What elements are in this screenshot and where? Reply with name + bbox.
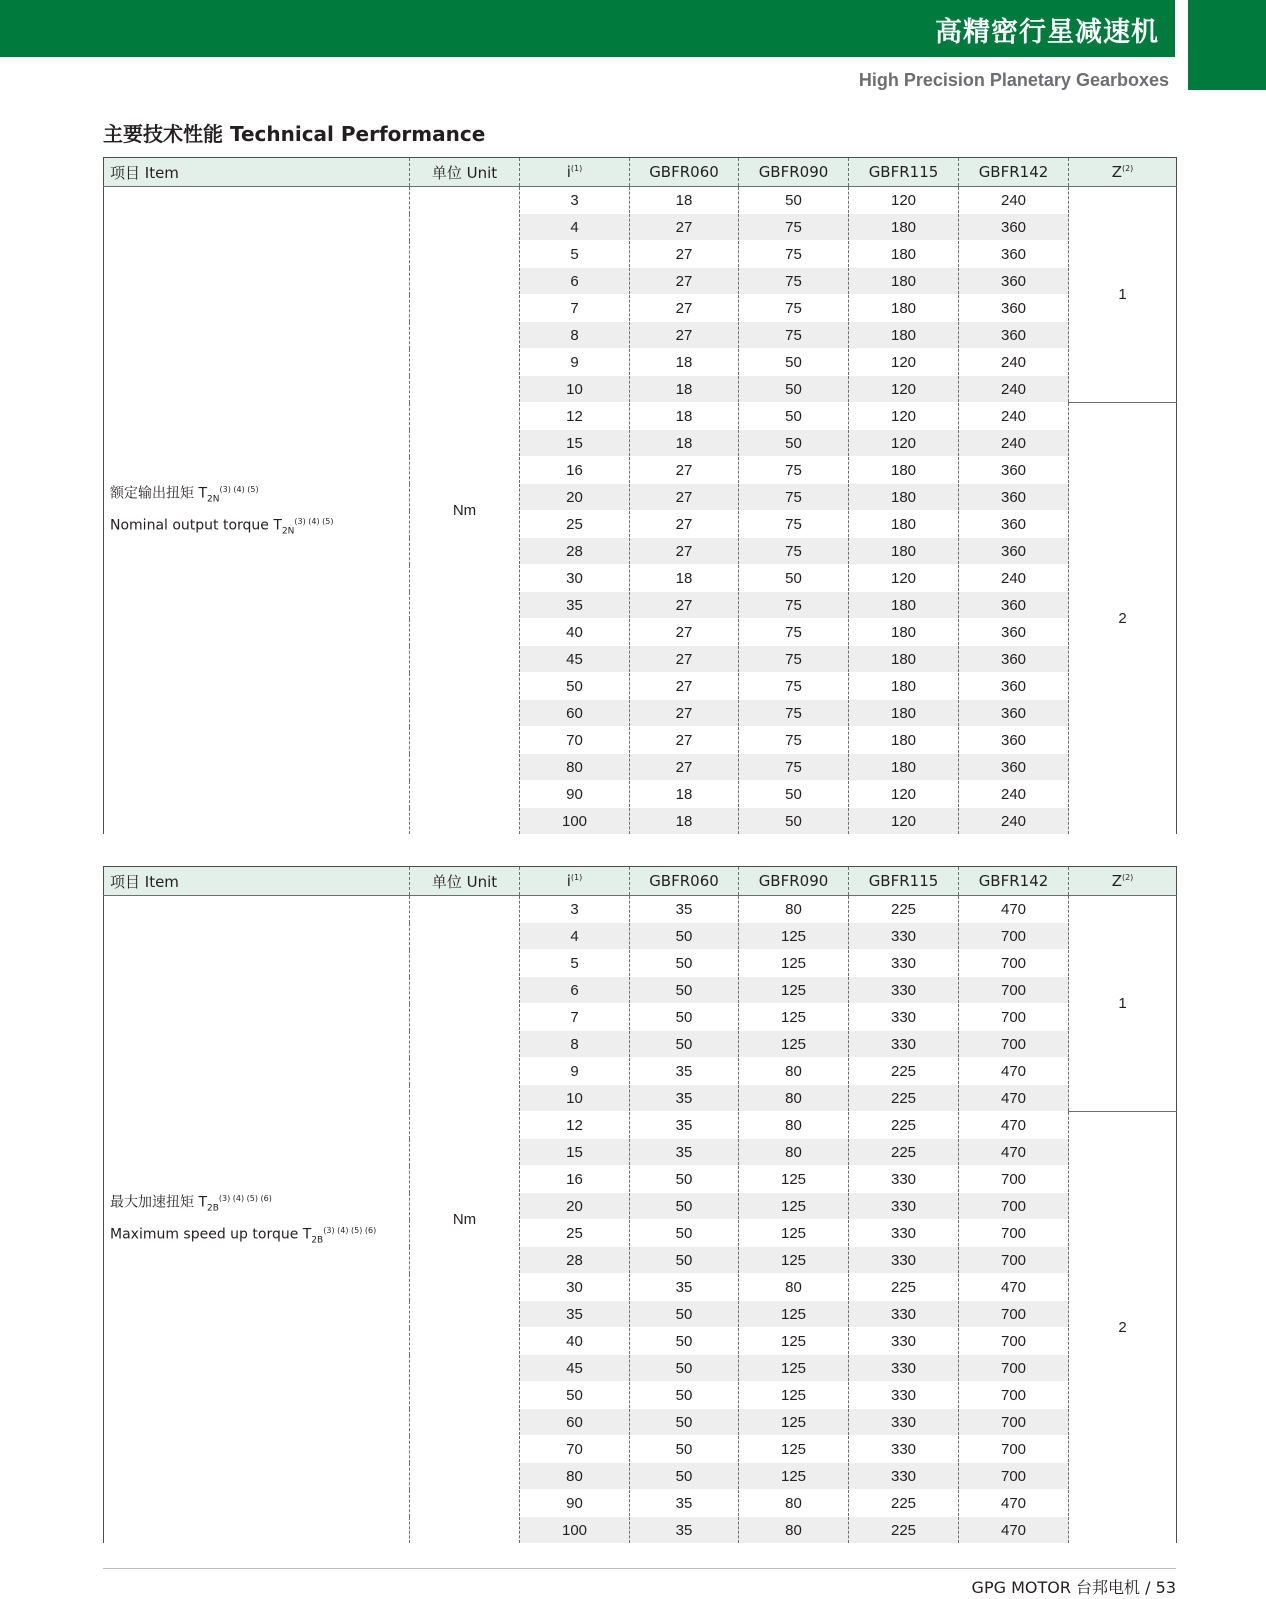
- torque-cell: 50: [630, 1301, 739, 1328]
- ratio-cell: 9: [520, 1058, 630, 1085]
- torque-cell: 225: [849, 1112, 959, 1139]
- torque-cell: 240: [959, 187, 1069, 214]
- item-label-en: Nominal output torque $T_{2N}^{(3) (4) (5)}$: [110, 516, 334, 536]
- table-header-row: [104, 867, 1177, 896]
- ratio-cell: 20: [520, 484, 630, 511]
- torque-cell: 470: [959, 1490, 1069, 1517]
- torque-cell: 50: [630, 1382, 739, 1409]
- torque-cell: 18: [630, 403, 739, 430]
- torque-cell: 125: [739, 1247, 849, 1274]
- torque-cell: 27: [630, 538, 739, 565]
- torque-cell: 700: [959, 1220, 1069, 1247]
- ratio-cell: 60: [520, 700, 630, 727]
- torque-cell: 120: [849, 376, 959, 403]
- torque-cell: 18: [630, 781, 739, 808]
- torque-cell: 125: [739, 1409, 849, 1436]
- torque-cell: 125: [739, 1220, 849, 1247]
- torque-cell: 330: [849, 1328, 959, 1355]
- page-number: 53: [1155, 1578, 1176, 1597]
- torque-cell: 225: [849, 1085, 959, 1112]
- torque-cell: 120: [849, 565, 959, 592]
- torque-cell: 360: [959, 214, 1069, 241]
- torque-cell: 180: [849, 646, 959, 673]
- torque-cell: 75: [739, 295, 849, 322]
- table-row: [104, 896, 1177, 923]
- torque-cell: 18: [630, 376, 739, 403]
- torque-cell: 125: [739, 923, 849, 950]
- nominal-torque-table: [103, 157, 1177, 835]
- torque-cell: 35: [630, 1274, 739, 1301]
- torque-cell: 470: [959, 896, 1069, 923]
- torque-cell: 700: [959, 1409, 1069, 1436]
- ratio-cell: 5: [520, 241, 630, 268]
- ratio-cell: 100: [520, 808, 630, 835]
- torque-cell: 75: [739, 511, 849, 538]
- torque-cell: 470: [959, 1274, 1069, 1301]
- torque-cell: 700: [959, 950, 1069, 977]
- torque-cell: 80: [739, 1112, 849, 1139]
- torque-cell: 240: [959, 376, 1069, 403]
- torque-cell: 80: [739, 1274, 849, 1301]
- ratio-cell: 40: [520, 619, 630, 646]
- torque-cell: 50: [630, 1409, 739, 1436]
- ratio-cell: 50: [520, 1382, 630, 1409]
- torque-cell: 27: [630, 268, 739, 295]
- torque-cell: 360: [959, 538, 1069, 565]
- ratio-cell: 45: [520, 1355, 630, 1382]
- torque-cell: 80: [739, 896, 849, 923]
- torque-cell: 360: [959, 457, 1069, 484]
- ratio-cell: 7: [520, 295, 630, 322]
- torque-cell: 75: [739, 322, 849, 349]
- column-header-model: GBFR060: [630, 158, 739, 187]
- torque-cell: 50: [739, 565, 849, 592]
- torque-cell: 27: [630, 214, 739, 241]
- torque-cell: 18: [630, 430, 739, 457]
- torque-cell: 330: [849, 1301, 959, 1328]
- torque-cell: 50: [630, 1166, 739, 1193]
- column-header-item: 项目 Item: [104, 158, 410, 187]
- torque-cell: 50: [739, 349, 849, 376]
- column-header-unit: 单位 Unit: [410, 158, 520, 187]
- ratio-cell: 60: [520, 1409, 630, 1436]
- torque-cell: 700: [959, 1355, 1069, 1382]
- torque-cell: 180: [849, 457, 959, 484]
- torque-cell: 225: [849, 1058, 959, 1085]
- ratio-cell: 35: [520, 592, 630, 619]
- table-row: [104, 187, 1177, 214]
- item-label-en: Maximum speed up torque $T_{2B}^{(3) (4) (5) (6)}$: [110, 1225, 377, 1245]
- torque-cell: 75: [739, 592, 849, 619]
- torque-cell: 240: [959, 430, 1069, 457]
- torque-cell: 700: [959, 1301, 1069, 1328]
- torque-cell: 27: [630, 754, 739, 781]
- torque-cell: 125: [739, 1301, 849, 1328]
- torque-cell: 330: [849, 1409, 959, 1436]
- torque-cell: 360: [959, 592, 1069, 619]
- ratio-cell: 30: [520, 1274, 630, 1301]
- torque-cell: 27: [630, 295, 739, 322]
- torque-cell: 120: [849, 430, 959, 457]
- torque-cell: 120: [849, 187, 959, 214]
- torque-cell: 50: [630, 1193, 739, 1220]
- torque-cell: 75: [739, 214, 849, 241]
- torque-cell: 35: [630, 1517, 739, 1544]
- torque-cell: 50: [630, 977, 739, 1004]
- torque-cell: 75: [739, 646, 849, 673]
- torque-cell: 330: [849, 950, 959, 977]
- torque-cell: 125: [739, 1355, 849, 1382]
- torque-cell: 240: [959, 565, 1069, 592]
- ratio-cell: 16: [520, 1166, 630, 1193]
- torque-cell: 330: [849, 1355, 959, 1382]
- torque-cell: 180: [849, 484, 959, 511]
- ratio-cell: 8: [520, 1031, 630, 1058]
- torque-cell: 360: [959, 646, 1069, 673]
- ratio-cell: 16: [520, 457, 630, 484]
- torque-cell: 75: [739, 538, 849, 565]
- ratio-cell: 7: [520, 1004, 630, 1031]
- torque-cell: 360: [959, 727, 1069, 754]
- torque-cell: 50: [739, 187, 849, 214]
- column-header-ratio: $i^{(1)}$: [520, 867, 630, 896]
- page-title-en: High Precision Planetary Gearboxes: [858, 70, 1169, 90]
- torque-cell: 75: [739, 727, 849, 754]
- torque-cell: 360: [959, 700, 1069, 727]
- torque-cell: 330: [849, 923, 959, 950]
- column-header-model: GBFR090: [739, 158, 849, 187]
- column-header-model: GBFR142: [959, 867, 1069, 896]
- torque-cell: 180: [849, 619, 959, 646]
- torque-cell: 125: [739, 1382, 849, 1409]
- torque-cell: 125: [739, 977, 849, 1004]
- stage-count: 1: [1069, 187, 1177, 403]
- torque-cell: 35: [630, 1139, 739, 1166]
- torque-cell: 700: [959, 923, 1069, 950]
- torque-cell: 700: [959, 977, 1069, 1004]
- item-label-cn: 额定输出扭矩 $T_{2N}^{(3) (4) (5)}$: [110, 485, 259, 505]
- torque-cell: 330: [849, 1220, 959, 1247]
- torque-cell: 27: [630, 322, 739, 349]
- footer-divider: [103, 1568, 1176, 1569]
- ratio-cell: 4: [520, 214, 630, 241]
- column-header-model: GBFR060: [630, 867, 739, 896]
- footer-separator: /: [1145, 1578, 1151, 1597]
- stage-count: 2: [1069, 403, 1177, 835]
- stage-count: 2: [1069, 1112, 1177, 1544]
- torque-cell: 27: [630, 727, 739, 754]
- ratio-cell: 10: [520, 1085, 630, 1112]
- ratio-cell: 25: [520, 511, 630, 538]
- torque-cell: 330: [849, 1166, 959, 1193]
- torque-cell: 240: [959, 349, 1069, 376]
- ratio-cell: 90: [520, 1490, 630, 1517]
- torque-cell: 75: [739, 457, 849, 484]
- torque-cell: 330: [849, 977, 959, 1004]
- torque-cell: 180: [849, 295, 959, 322]
- torque-cell: 50: [630, 923, 739, 950]
- torque-cell: 35: [630, 1085, 739, 1112]
- torque-cell: 50: [739, 430, 849, 457]
- torque-cell: 125: [739, 1004, 849, 1031]
- torque-cell: 330: [849, 1004, 959, 1031]
- torque-cell: 27: [630, 646, 739, 673]
- torque-cell: 700: [959, 1247, 1069, 1274]
- torque-cell: 180: [849, 214, 959, 241]
- ratio-cell: 90: [520, 781, 630, 808]
- torque-cell: 180: [849, 511, 959, 538]
- torque-cell: 700: [959, 1382, 1069, 1409]
- ratio-cell: 6: [520, 977, 630, 1004]
- ratio-cell: 70: [520, 1436, 630, 1463]
- torque-cell: 120: [849, 808, 959, 835]
- torque-cell: 75: [739, 484, 849, 511]
- torque-cell: 27: [630, 241, 739, 268]
- torque-cell: 125: [739, 1463, 849, 1490]
- footer-brand: GPG MOTOR 台邦电机: [971, 1578, 1141, 1597]
- torque-cell: 50: [630, 1220, 739, 1247]
- torque-cell: 700: [959, 1004, 1069, 1031]
- torque-cell: 50: [630, 1436, 739, 1463]
- torque-cell: 50: [739, 376, 849, 403]
- torque-cell: 50: [739, 808, 849, 835]
- torque-cell: 75: [739, 268, 849, 295]
- ratio-cell: 50: [520, 673, 630, 700]
- torque-cell: 125: [739, 950, 849, 977]
- column-header-unit: 单位 Unit: [410, 867, 520, 896]
- ratio-cell: 3: [520, 187, 630, 214]
- torque-cell: 360: [959, 511, 1069, 538]
- ratio-cell: 8: [520, 322, 630, 349]
- unit-value: Nm: [410, 896, 520, 1544]
- torque-cell: 240: [959, 781, 1069, 808]
- column-header-stages: $Z^{(2)}$: [1069, 867, 1177, 896]
- ratio-cell: 35: [520, 1301, 630, 1328]
- torque-cell: 330: [849, 1247, 959, 1274]
- unit-value: Nm: [410, 187, 520, 835]
- ratio-cell: 40: [520, 1328, 630, 1355]
- torque-cell: 470: [959, 1112, 1069, 1139]
- torque-cell: 180: [849, 727, 959, 754]
- torque-cell: 360: [959, 295, 1069, 322]
- torque-cell: 27: [630, 484, 739, 511]
- torque-cell: 470: [959, 1085, 1069, 1112]
- torque-cell: 470: [959, 1058, 1069, 1085]
- torque-cell: 27: [630, 457, 739, 484]
- item-label: [104, 896, 410, 1544]
- torque-cell: 75: [739, 241, 849, 268]
- torque-cell: 125: [739, 1031, 849, 1058]
- torque-cell: 27: [630, 673, 739, 700]
- torque-cell: 225: [849, 1490, 959, 1517]
- item-label: [104, 187, 410, 835]
- torque-cell: 125: [739, 1436, 849, 1463]
- torque-cell: 80: [739, 1490, 849, 1517]
- column-header-ratio: $i^{(1)}$: [520, 158, 630, 187]
- torque-cell: 330: [849, 1463, 959, 1490]
- torque-cell: 180: [849, 592, 959, 619]
- torque-cell: 360: [959, 754, 1069, 781]
- side-tab-block: [1188, 0, 1266, 90]
- ratio-cell: 5: [520, 950, 630, 977]
- column-header-model: GBFR142: [959, 158, 1069, 187]
- column-header-model: GBFR090: [739, 867, 849, 896]
- torque-cell: 18: [630, 808, 739, 835]
- torque-cell: 700: [959, 1193, 1069, 1220]
- column-header-stages: $Z^{(2)}$: [1069, 158, 1177, 187]
- torque-cell: 35: [630, 1058, 739, 1085]
- ratio-cell: 20: [520, 1193, 630, 1220]
- torque-cell: 125: [739, 1328, 849, 1355]
- page-title-cn: 高精密行星减速机: [935, 17, 1159, 48]
- torque-cell: 35: [630, 1112, 739, 1139]
- torque-cell: 700: [959, 1463, 1069, 1490]
- torque-cell: 330: [849, 1382, 959, 1409]
- column-header-model: GBFR115: [849, 158, 959, 187]
- torque-cell: 225: [849, 1517, 959, 1544]
- ratio-cell: 70: [520, 727, 630, 754]
- ratio-cell: 3: [520, 896, 630, 923]
- table-header-row: [104, 158, 1177, 187]
- torque-cell: 700: [959, 1031, 1069, 1058]
- torque-cell: 50: [630, 1463, 739, 1490]
- torque-cell: 120: [849, 781, 959, 808]
- item-label-cn: 最大加速扭矩 $T_{2B}^{(3) (4) (5) (6)}$: [110, 1194, 272, 1214]
- torque-cell: 35: [630, 896, 739, 923]
- torque-cell: 470: [959, 1139, 1069, 1166]
- footer: [972, 1575, 1176, 1598]
- torque-cell: 50: [630, 1355, 739, 1382]
- torque-cell: 360: [959, 241, 1069, 268]
- torque-cell: 225: [849, 1274, 959, 1301]
- torque-cell: 18: [630, 187, 739, 214]
- torque-cell: 180: [849, 268, 959, 295]
- torque-cell: 225: [849, 896, 959, 923]
- torque-cell: 240: [959, 403, 1069, 430]
- torque-cell: 50: [630, 1031, 739, 1058]
- torque-cell: 50: [739, 781, 849, 808]
- torque-cell: 180: [849, 700, 959, 727]
- torque-cell: 18: [630, 565, 739, 592]
- section-title: 主要技术性能 Technical Performance: [103, 122, 486, 146]
- ratio-cell: 10: [520, 376, 630, 403]
- ratio-cell: 6: [520, 268, 630, 295]
- torque-cell: 180: [849, 754, 959, 781]
- torque-cell: 75: [739, 754, 849, 781]
- torque-cell: 120: [849, 349, 959, 376]
- torque-cell: 700: [959, 1166, 1069, 1193]
- torque-cell: 180: [849, 322, 959, 349]
- torque-cell: 120: [849, 403, 959, 430]
- ratio-cell: 4: [520, 923, 630, 950]
- torque-cell: 27: [630, 619, 739, 646]
- ratio-cell: 25: [520, 1220, 630, 1247]
- torque-cell: 330: [849, 1193, 959, 1220]
- ratio-cell: 15: [520, 430, 630, 457]
- torque-cell: 360: [959, 268, 1069, 295]
- torque-cell: 50: [630, 1247, 739, 1274]
- torque-cell: 125: [739, 1166, 849, 1193]
- torque-cell: 330: [849, 1436, 959, 1463]
- torque-cell: 360: [959, 673, 1069, 700]
- torque-cell: 180: [849, 673, 959, 700]
- torque-cell: 27: [630, 700, 739, 727]
- ratio-cell: 9: [520, 349, 630, 376]
- torque-cell: 240: [959, 808, 1069, 835]
- torque-cell: 360: [959, 322, 1069, 349]
- torque-cell: 27: [630, 592, 739, 619]
- ratio-cell: 15: [520, 1139, 630, 1166]
- torque-cell: 225: [849, 1139, 959, 1166]
- ratio-cell: 30: [520, 565, 630, 592]
- ratio-cell: 45: [520, 646, 630, 673]
- torque-cell: 80: [739, 1139, 849, 1166]
- torque-cell: 180: [849, 241, 959, 268]
- torque-cell: 18: [630, 349, 739, 376]
- ratio-cell: 28: [520, 538, 630, 565]
- torque-cell: 75: [739, 700, 849, 727]
- torque-cell: 360: [959, 619, 1069, 646]
- ratio-cell: 100: [520, 1517, 630, 1544]
- torque-cell: 50: [630, 1004, 739, 1031]
- torque-cell: 75: [739, 673, 849, 700]
- torque-cell: 330: [849, 1031, 959, 1058]
- column-header-model: GBFR115: [849, 867, 959, 896]
- column-header-item: 项目 Item: [104, 867, 410, 896]
- torque-cell: 125: [739, 1193, 849, 1220]
- torque-cell: 470: [959, 1517, 1069, 1544]
- torque-cell: 700: [959, 1328, 1069, 1355]
- torque-cell: 360: [959, 484, 1069, 511]
- ratio-cell: 80: [520, 754, 630, 781]
- torque-cell: 80: [739, 1085, 849, 1112]
- max-speedup-torque-table: [103, 866, 1177, 1544]
- torque-cell: 180: [849, 538, 959, 565]
- torque-cell: 75: [739, 619, 849, 646]
- ratio-cell: 28: [520, 1247, 630, 1274]
- torque-cell: 80: [739, 1058, 849, 1085]
- torque-cell: 50: [739, 403, 849, 430]
- torque-cell: 50: [630, 1328, 739, 1355]
- header-bar: [0, 0, 1175, 57]
- torque-cell: 80: [739, 1517, 849, 1544]
- stage-count: 1: [1069, 896, 1177, 1112]
- torque-cell: 50: [630, 950, 739, 977]
- ratio-cell: 80: [520, 1463, 630, 1490]
- torque-cell: 700: [959, 1436, 1069, 1463]
- ratio-cell: 12: [520, 403, 630, 430]
- torque-cell: 27: [630, 511, 739, 538]
- torque-cell: 35: [630, 1490, 739, 1517]
- ratio-cell: 12: [520, 1112, 630, 1139]
